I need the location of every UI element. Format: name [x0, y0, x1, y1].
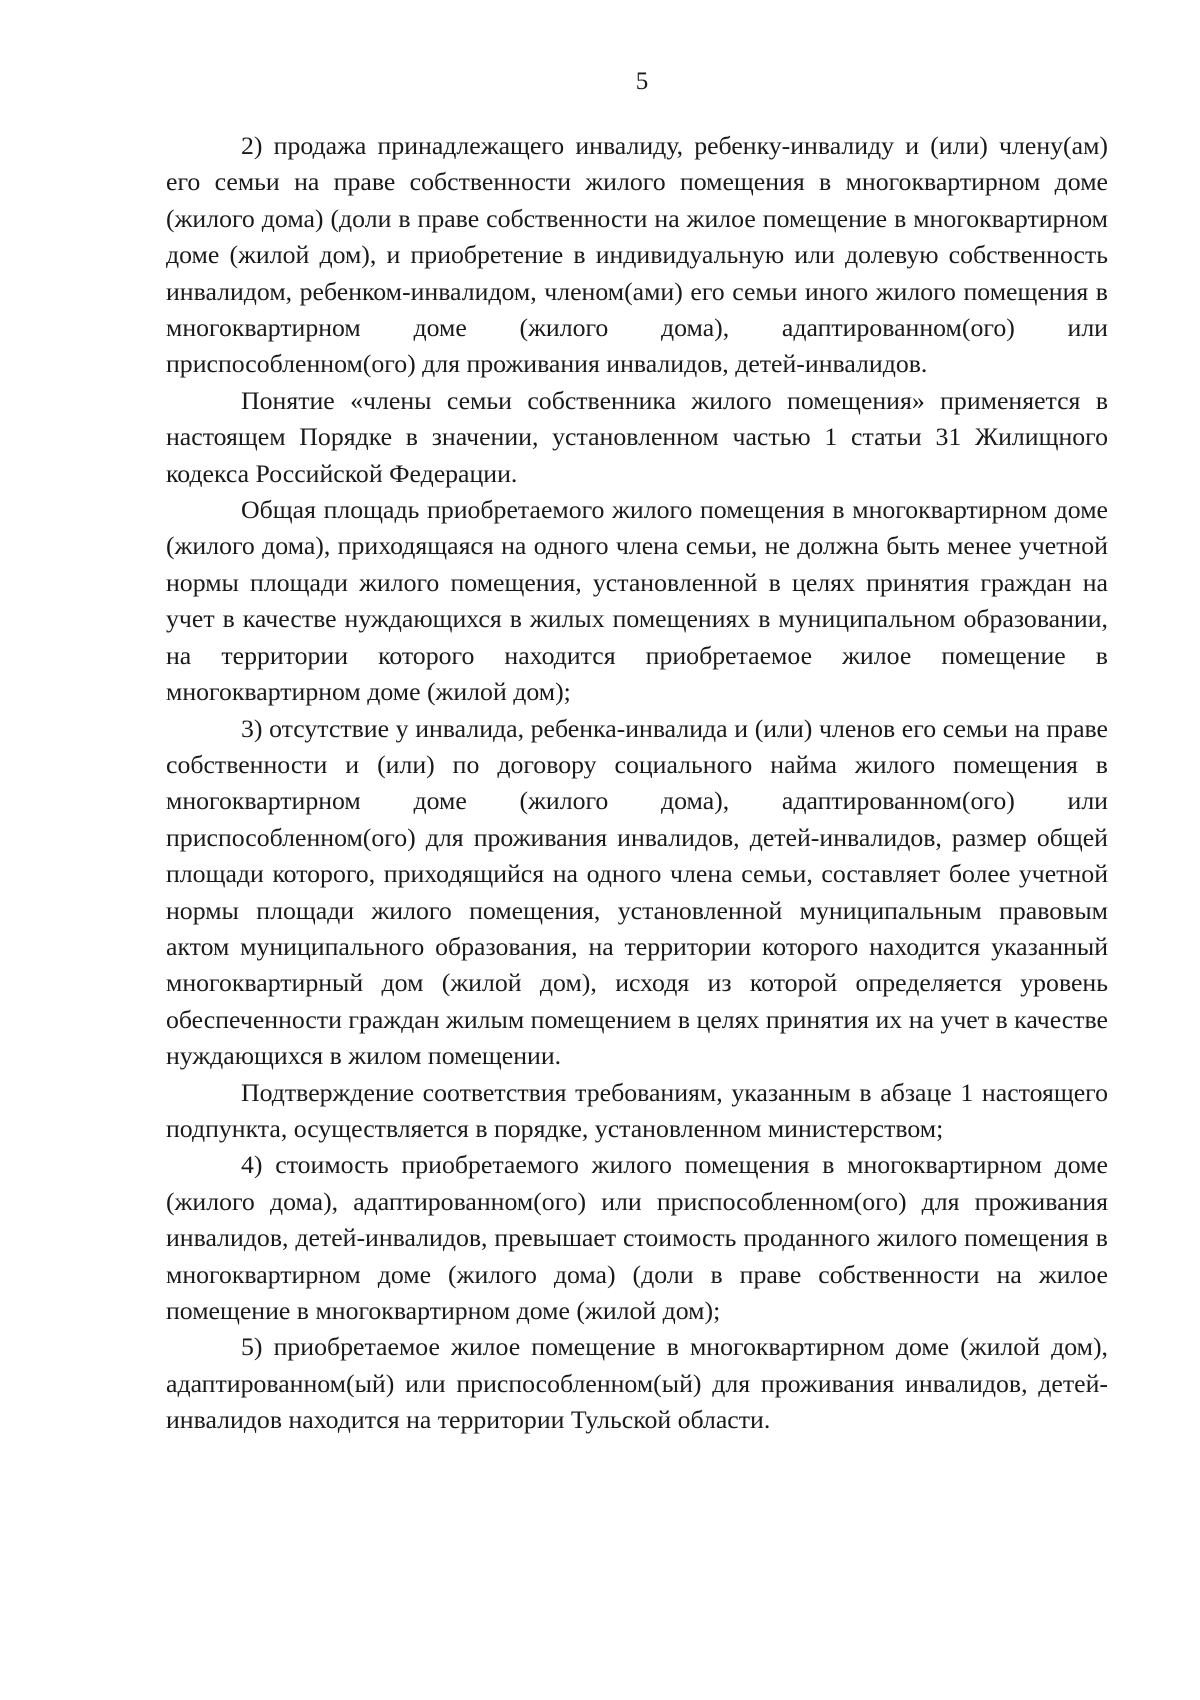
paragraph-total-area: Общая площадь приобретаемого жилого помещения в многоквартирном доме (жилого дома), приходящаяся на одного члена семьи, не должна быть менее учетной нормы площади жилого помещения, установленной в целях принятия граждан на учет в качестве нуждающихся в жилых помещениях в муниципальном образовании, на территории которого находится приобретаемое жилое помещение в многоквартирном доме (жилой дом);	[166, 495, 1108, 707]
paragraph-item-4: 4) стоимость приобретаемого жилого помещения в многоквартирном доме (жилого дома), адаптированном(ого) или приспособленном(ого) для проживания инвалидов, детей-инвалидов, превышает стоимость проданного жилого помещения в многоквартирном доме (жилого дома) (доли в праве собственности на жилое помещение в многоквартирном доме (жилой дом);	[166, 1150, 1108, 1325]
paragraph-item-5: 5) приобретаемое жилое помещение в многоквартирном доме (жилой дом), адаптированном(ый) или приспособленном(ый) для проживания инвалидов, детей-инвалидов находится на территории Тульской области.	[166, 1332, 1108, 1435]
paragraph-item-3: 3) отсутствие у инвалида, ребенка-инвалида и (или) членов его семьи на праве собственности и (или) по договору социального найма жилого помещения в многоквартирном доме (жилого дома), адаптированном(ого) или приспособленном(ого) для проживания инвалидов, детей-инвалидов, размер общей площади которого, приходящийся на одного члена семьи, составляет более учетной нормы площади жилого помещения, установленной муниципальным правовым актом муниципального образования, на территории которого находится указанный многоквартирный дом (жилой дом), исходя из которой определяется уровень обеспеченности граждан жилым помещением в целях принятия их на учет в качестве нуждающихся в жилом помещении.	[166, 713, 1108, 1071]
paragraph-confirmation: Подтверждение соответствия требованиям, указанным в абзаце 1 настоящего подпункта, осуществляется в порядке, установленном министерством;	[166, 1077, 1108, 1143]
paragraph-family-definition: Понятие «члены семьи собственника жилого помещения» применяется в настоящем Порядке в значении, установленном частью 1 статьи 31 Жилищного кодекса Российской Федерации.	[166, 385, 1108, 488]
document-body	[166, 128, 1108, 1439]
page-number: 5	[635, 68, 649, 95]
paragraph-item-2: 2) продажа принадлежащего инвалиду, ребенку-инвалиду и (или) члену(ам) его семьи на праве собственности жилого помещения в многоквартирном доме (жилого дома) (доли в праве собственности на жилое помещение в многоквартирном доме (жилой дом), и приобретение в индивидуальную или долевую собственность инвалидом, ребенком-инвалидом, членом(ами) его семьи иного жилого помещения в многоквартирном доме (жилого дома), адаптированном(ого) или приспособленном(ого) для проживания инвалидов, детей-инвалидов.	[166, 131, 1108, 379]
